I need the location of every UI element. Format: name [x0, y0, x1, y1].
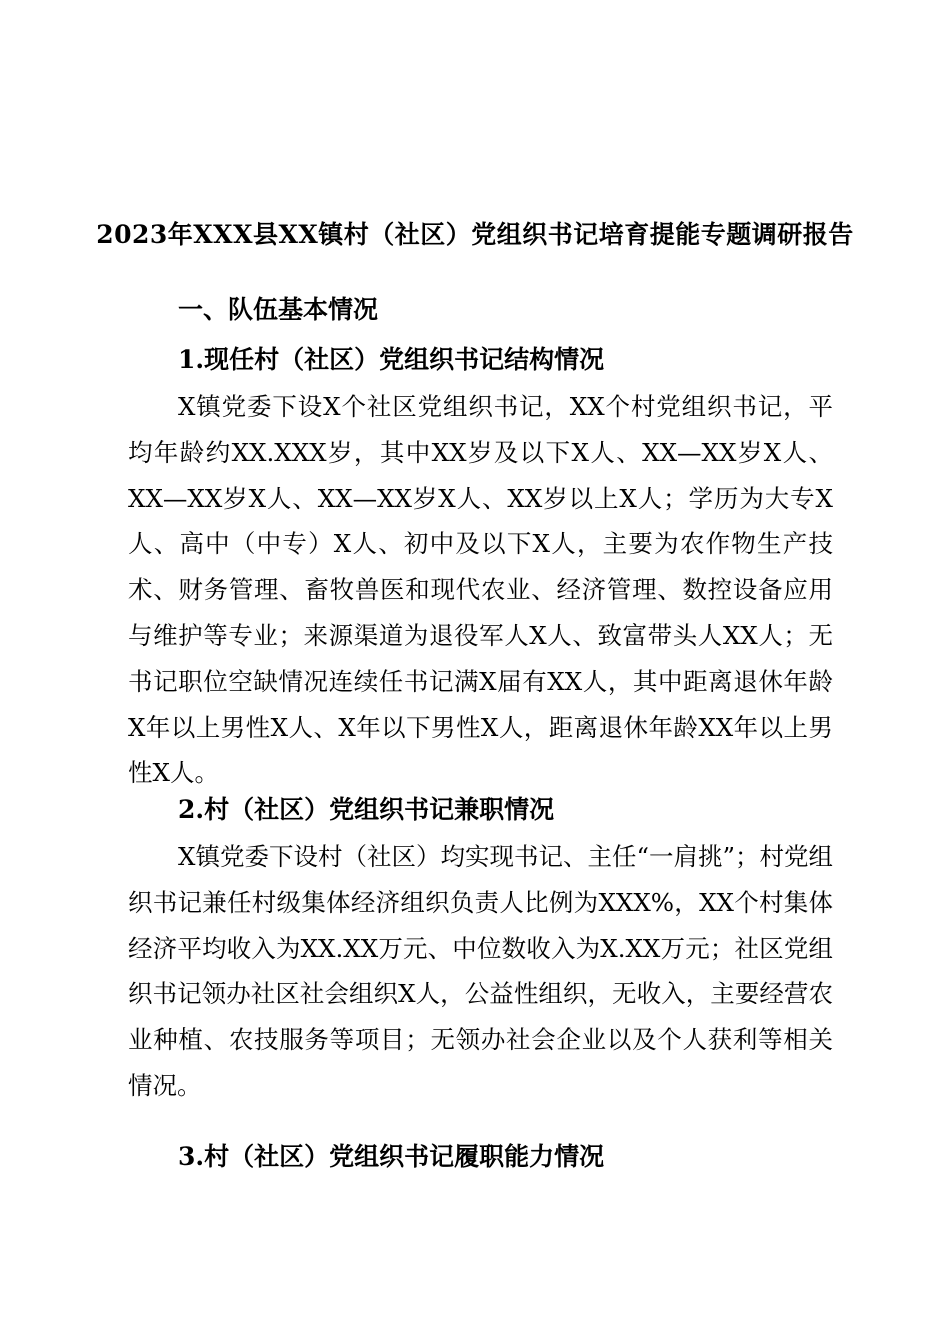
document-title: 2023年XXX县XX镇村（社区）党组织书记培育提能专题调研报告: [96, 220, 854, 249]
subheading-duty-capability: 3.村（社区）党组织书记履职能力情况: [178, 1142, 605, 1171]
paragraph-part-time: X镇党委下设村（社区）均实现书记、主任“一肩挑”；村党组织书记兼任村级集体经济组织负责人比例为XXX%，XX个村集体经济平均收入为XX.XX万元、中位数收入为X.XX万元；社区党组织书记领办社区社会组织X人，公益性组织，无收入，主要经营农业种植、农技服务等项目；无领办社会企业以及个人获利等相关情况。: [128, 842, 833, 1100]
paragraph-structure: X镇党委下设X个社区党组织书记，XX个村党组织书记，平均年龄约XX.XXX岁，其中XX岁及以下X人、XX—XX岁X人、XX—XX岁X人、XX—XX岁X人、XX岁以上X人；学历为大专X人、高中（中专）X人、初中及以下X人，主要为农作物生产技术、财务管理、畜牧兽医和现代农业、经济管理、数控设备应用与维护等专业；来源渠道为退役军人X人、致富带头人XX人；无书记职位空缺情况连续任书记满X届有XX人，其中距离退休年龄X年以上男性X人、X年以下男性X人，距离退休年龄XX年以上男性X人。: [128, 392, 833, 788]
section-heading-team-basics: 一、队伍基本情况: [178, 295, 379, 324]
subheading-structure: 1.现任村（社区）党组织书记结构情况: [178, 345, 605, 374]
subheading-part-time: 2.村（社区）党组织书记兼职情况: [178, 795, 555, 824]
